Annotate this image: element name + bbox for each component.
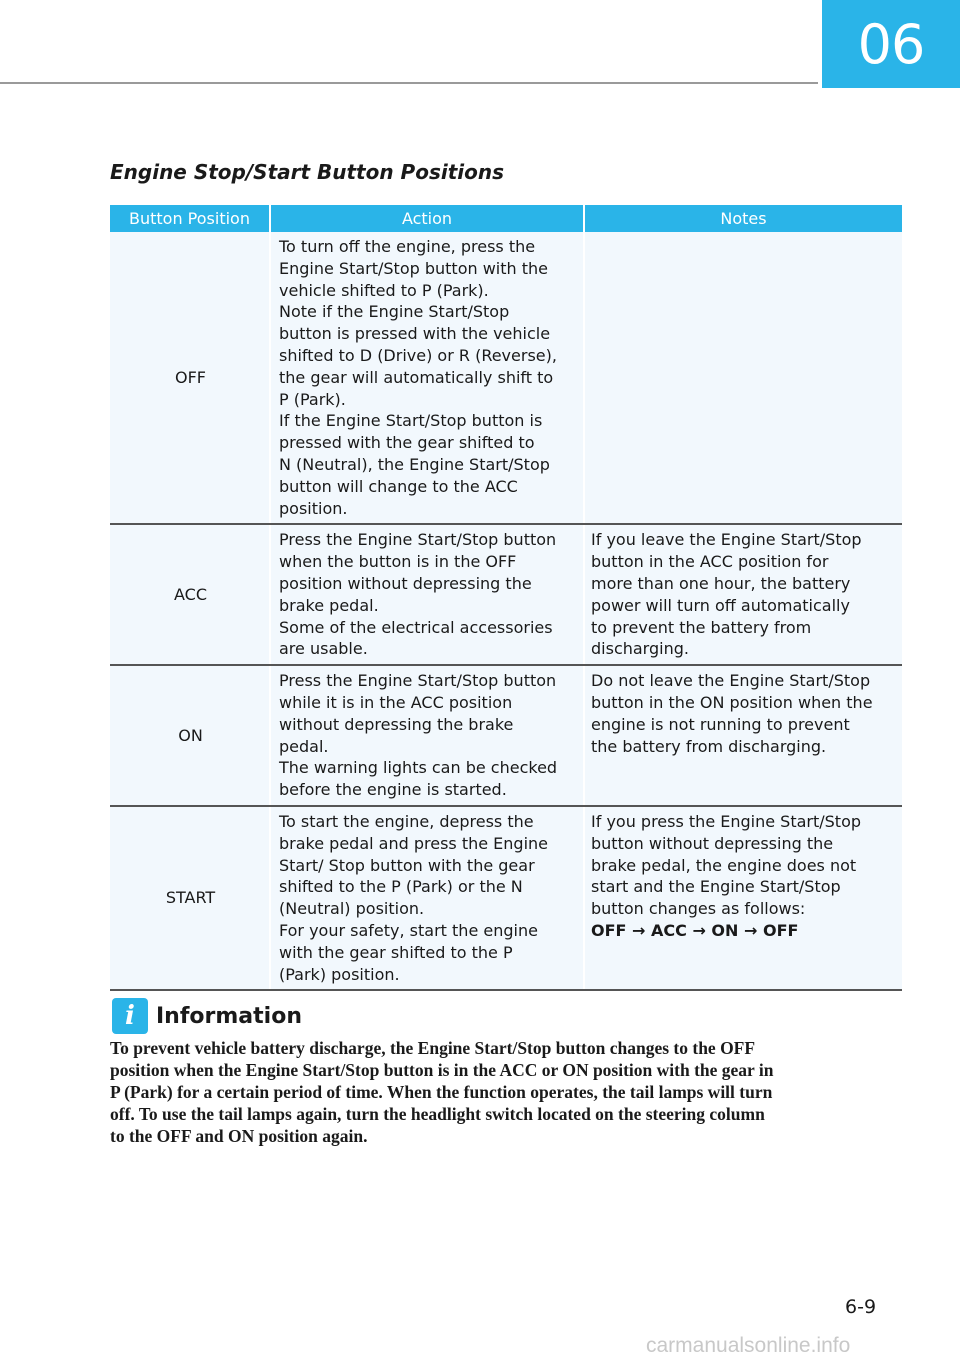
action-line: Note if the Engine Start/Stop xyxy=(279,302,510,322)
action-line: Engine Start/Stop button with the xyxy=(279,258,549,278)
table-row xyxy=(110,806,902,990)
action-line: shifted to the P (Park) or the N xyxy=(279,877,523,897)
action-line: Press the Engine Start/Stop button xyxy=(279,530,557,550)
notes-line: more than one hour, the battery xyxy=(591,573,851,593)
action-line: If the Engine Start/Stop button is xyxy=(279,411,543,431)
action-line: The warning lights can be checked xyxy=(279,758,558,778)
button-positions-table xyxy=(110,205,902,991)
action-line: P (Park). xyxy=(279,389,346,409)
action-line: position without depressing the xyxy=(279,573,532,593)
notes-line: If you press the Engine Start/Stop xyxy=(591,811,862,831)
section-title: Engine Stop/Start Button Positions xyxy=(110,160,505,184)
action-line: position. xyxy=(279,498,348,518)
notes-line: If you leave the Engine Start/Stop xyxy=(591,530,862,550)
header-action: Action xyxy=(270,205,584,232)
action-line: N (Neutral), the Engine Start/Stop xyxy=(279,454,550,474)
action-line: pressed with the gear shifted to xyxy=(279,433,535,453)
action-line: pedal. xyxy=(279,736,329,756)
action-cell xyxy=(270,665,584,806)
table-row xyxy=(110,232,902,524)
action-line: with the gear shifted to the P xyxy=(279,942,513,962)
chapter-tab: 06 xyxy=(822,0,960,88)
table-body xyxy=(110,232,902,990)
action-line: vehicle shifted to P (Park). xyxy=(279,280,489,300)
action-line: Some of the electrical accessories xyxy=(279,617,553,637)
table-row xyxy=(110,665,902,806)
action-line: when the button is in the OFF xyxy=(279,552,517,572)
notes-cell xyxy=(584,524,902,665)
notes-cell xyxy=(584,806,902,990)
information-text xyxy=(110,1037,900,1147)
notes-line: to prevent the battery from xyxy=(591,617,812,637)
notes-cell xyxy=(584,665,902,806)
position-cell: ACC xyxy=(110,524,270,665)
action-cell xyxy=(270,232,584,524)
notes-line: button in the ON position when the xyxy=(591,692,873,712)
page-number: 6-9 xyxy=(845,1296,877,1318)
position-cell: ON xyxy=(110,665,270,806)
notes-line: button in the ACC position for xyxy=(591,552,829,572)
action-line: To turn off the engine, press the xyxy=(279,237,536,256)
information-line: position when the Engine Start/Stop button is in the ACC or ON position with the gear in xyxy=(110,1060,774,1080)
action-line: Press the Engine Start/Stop button xyxy=(279,671,557,691)
header-notes: Notes xyxy=(584,205,902,232)
information-line: to the OFF and ON position again. xyxy=(110,1126,368,1146)
action-line: To start the engine, depress the xyxy=(279,811,534,831)
action-line: (Neutral) position. xyxy=(279,899,425,919)
notes-line: discharging. xyxy=(591,639,689,659)
action-line: without depressing the brake xyxy=(279,714,514,734)
header-rule xyxy=(0,82,818,84)
notes-line: button changes as follows: xyxy=(591,899,806,919)
notes-line: power will turn off automatically xyxy=(591,595,850,615)
header-button-position: Button Position xyxy=(110,205,270,232)
action-line: brake pedal and press the Engine xyxy=(279,833,549,853)
notes-cell xyxy=(584,232,902,524)
notes-line: button without depressing the xyxy=(591,833,834,853)
action-line: are usable. xyxy=(279,639,368,659)
watermark: carmanualsonline.info xyxy=(646,1334,851,1357)
action-cell xyxy=(270,806,584,990)
information-box xyxy=(112,997,912,1035)
notes-line: engine is not running to prevent xyxy=(591,714,850,734)
information-line: off. To use the tail lamps again, turn the headlight switch located on the steering column xyxy=(110,1104,765,1124)
action-line: (Park) position. xyxy=(279,964,400,984)
action-line: while it is in the ACC position xyxy=(279,692,513,712)
notes-line: Do not leave the Engine Start/Stop xyxy=(591,671,871,691)
button-sequence: OFF → ACC → ON → OFF xyxy=(591,920,799,940)
position-cell: START xyxy=(110,806,270,990)
action-line: For your safety, start the engine xyxy=(279,920,538,940)
notes-line: brake pedal, the engine does not xyxy=(591,855,857,875)
action-line: Start/ Stop button with the gear xyxy=(279,855,535,875)
notes-line: start and the Engine Start/Stop xyxy=(591,877,841,897)
action-line: brake pedal. xyxy=(279,595,379,615)
table-header-row xyxy=(110,205,902,232)
action-cell xyxy=(270,524,584,665)
table-row xyxy=(110,524,902,665)
action-line: shifted to D (Drive) or R (Reverse), xyxy=(279,345,557,365)
action-line: before the engine is started. xyxy=(279,780,507,800)
notes-line: the battery from discharging. xyxy=(591,736,827,756)
action-line: the gear will automatically shift to xyxy=(279,367,554,387)
information-header xyxy=(112,997,912,1035)
info-icon: i xyxy=(112,998,148,1034)
position-cell: OFF xyxy=(110,232,270,524)
information-title: Information xyxy=(156,1003,302,1029)
information-line: To prevent vehicle battery discharge, the Engine Start/Stop button changes to the OFF xyxy=(110,1038,756,1058)
action-line: button will change to the ACC xyxy=(279,476,518,496)
action-line: button is pressed with the vehicle xyxy=(279,324,551,344)
information-line: P (Park) for a certain period of time. When the function operates, the tail lamps will turn xyxy=(110,1082,773,1102)
